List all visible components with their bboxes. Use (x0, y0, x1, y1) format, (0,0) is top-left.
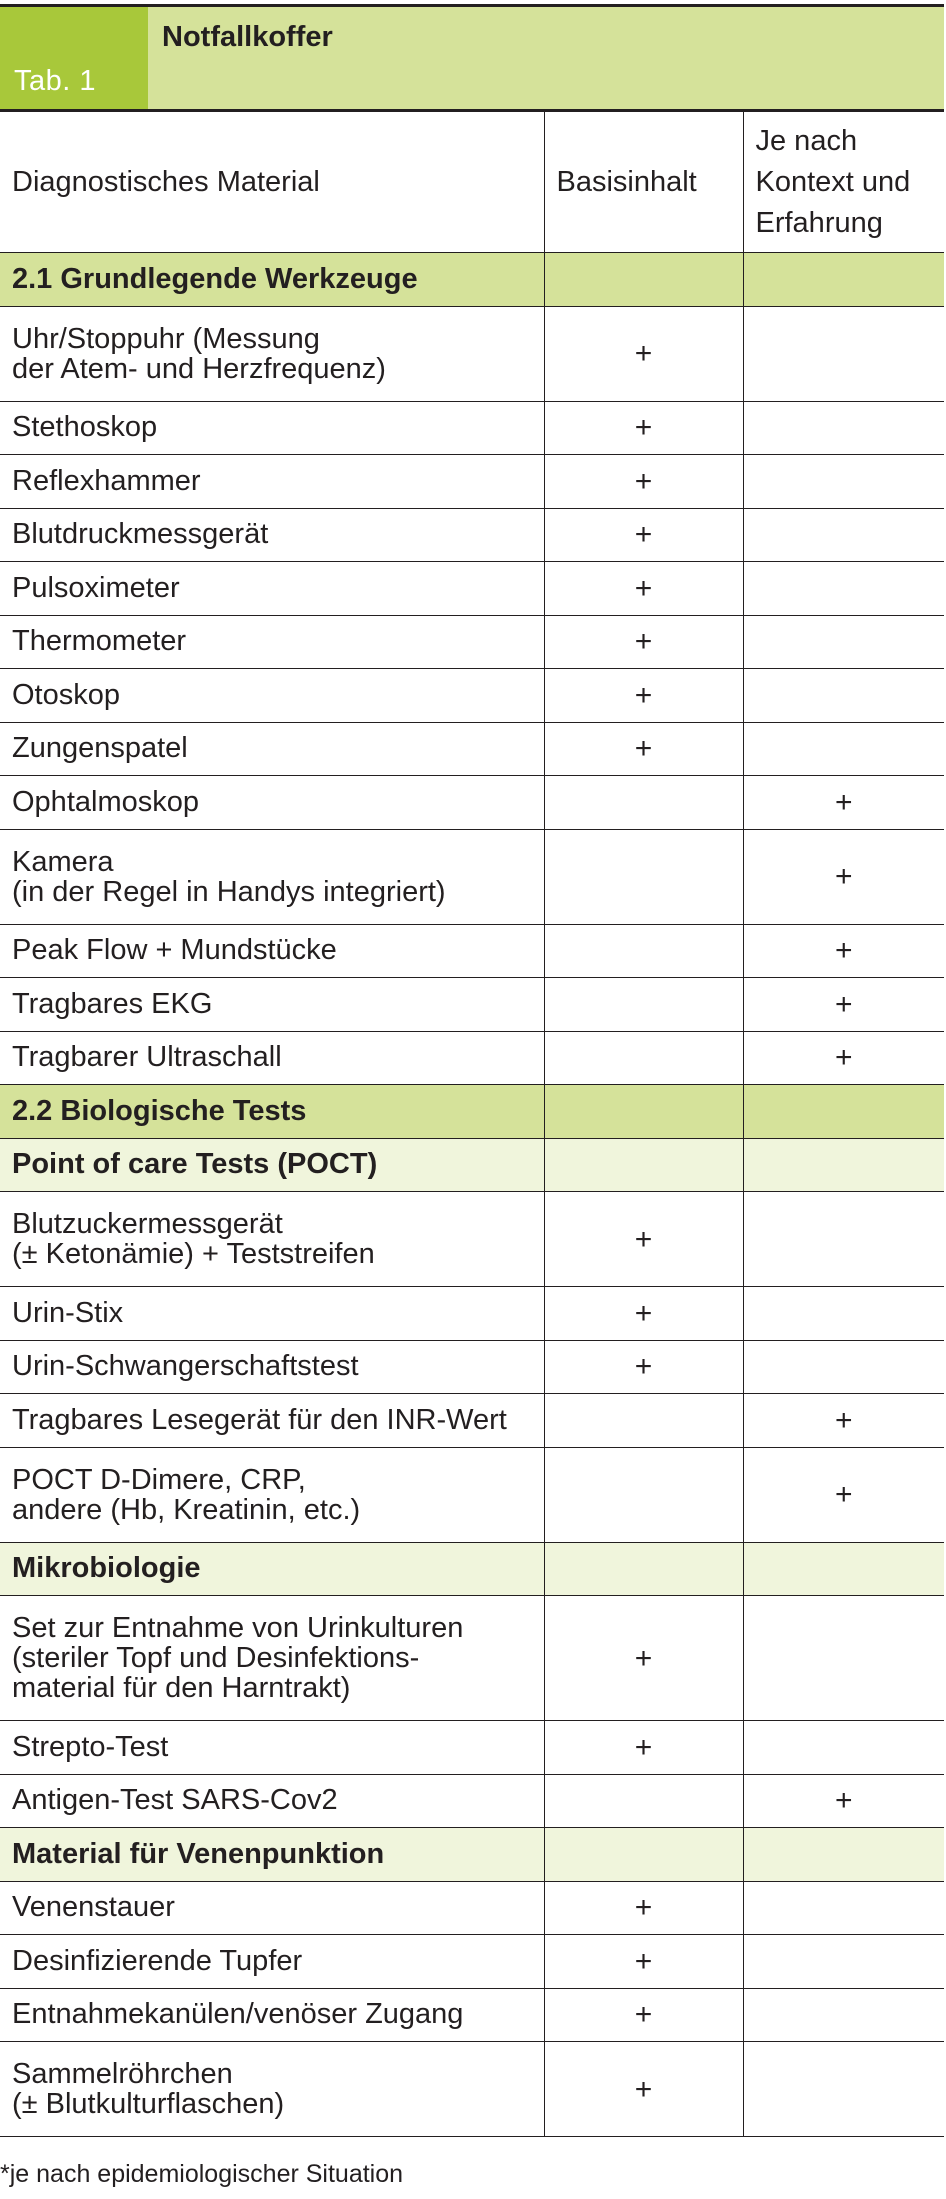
material-label: Strepto-Test (12, 1730, 169, 1763)
table-row (0, 722, 944, 776)
column-header-row (0, 112, 944, 253)
basis-cell (544, 1394, 743, 1448)
table-row (0, 1774, 944, 1828)
table-row (0, 1721, 944, 1775)
material-cell (0, 2042, 544, 2137)
basis-cell (544, 924, 743, 978)
context-cell (743, 1881, 944, 1935)
material-label: Urin-Stix (12, 1296, 124, 1329)
material-label: Venenstauer (12, 1891, 175, 1924)
basis-mark: + (634, 1730, 653, 1764)
context-cell (743, 455, 944, 509)
material-cell (0, 924, 544, 978)
context-cell (743, 1192, 944, 1287)
material-label: Tragbares EKG (12, 987, 213, 1020)
basis-cell (544, 1881, 743, 1935)
context-cell (743, 1988, 944, 2042)
material-label: Desinfizierende Tupfer (12, 1944, 303, 1977)
column-header-basis (544, 112, 743, 253)
material-label: Otoskop (12, 678, 120, 711)
basis-cell (544, 306, 743, 401)
material-cell (0, 615, 544, 669)
table-row (0, 615, 944, 669)
basis-mark: + (634, 678, 653, 712)
table-row (0, 978, 944, 1032)
basis-cell (544, 1447, 743, 1542)
basis-cell (544, 253, 743, 307)
basis-mark: + (634, 1641, 653, 1675)
material-cell (0, 1031, 544, 1085)
table-row (0, 1340, 944, 1394)
basis-cell (544, 776, 743, 830)
basis-cell (544, 1774, 743, 1828)
table-number-label: Tab. 1 (0, 7, 148, 109)
table-row (0, 562, 944, 616)
table-row (0, 1287, 944, 1341)
material-label: Urin-Schwangerschaftstest (12, 1350, 359, 1383)
table-row (0, 2042, 944, 2137)
basis-cell (544, 562, 743, 616)
context-cell (743, 1935, 944, 1989)
context-mark: + (834, 1478, 853, 1511)
table-row (0, 1394, 944, 1448)
table-row (0, 1596, 944, 1721)
context-cell (743, 1774, 944, 1828)
basis-mark: + (634, 1296, 653, 1330)
material-cell (0, 1935, 544, 1989)
section-label-cell (0, 1542, 544, 1596)
context-cell (743, 924, 944, 978)
table-row (0, 924, 944, 978)
basis-cell (544, 1542, 743, 1596)
material-cell (0, 1340, 544, 1394)
material-cell (0, 978, 544, 1032)
material-cell (0, 1774, 544, 1828)
table-row (0, 776, 944, 830)
basis-cell (544, 1935, 743, 1989)
basis-mark: + (634, 464, 653, 498)
section-label: Mikrobiologie (12, 1552, 201, 1585)
context-cell (743, 829, 944, 924)
material-cell (0, 1721, 544, 1775)
material-cell (0, 722, 544, 776)
material-cell (0, 669, 544, 723)
material-label: Entnahmekanülen/venöser Zugang (12, 1998, 464, 2031)
material-cell (0, 562, 544, 616)
basis-cell (544, 1721, 743, 1775)
basis-mark: + (634, 625, 653, 659)
material-label: Blutzuckermessgerät (± Ketonämie) + Teststreifen (12, 1208, 375, 1270)
material-label: Stethoskop (12, 411, 158, 444)
context-cell (743, 1447, 944, 1542)
basis-cell (544, 1988, 743, 2042)
material-cell (0, 776, 544, 830)
section-label: 2.2 Biologische Tests (12, 1094, 307, 1127)
context-cell (743, 508, 944, 562)
basis-mark: + (634, 571, 653, 605)
basis-cell (544, 722, 743, 776)
table-header-band (0, 7, 944, 109)
basis-mark: + (634, 1944, 653, 1978)
basis-cell (544, 669, 743, 723)
column-header-context-text: Je nach Kontext und Erfahrung (755, 124, 911, 239)
material-cell (0, 508, 544, 562)
table-title: Notfallkoffer (162, 21, 333, 53)
material-cell (0, 455, 544, 509)
footnote: *je nach epidemiologischer Situation (0, 2160, 404, 2188)
basis-cell (544, 1596, 743, 1721)
basis-cell (544, 1031, 743, 1085)
context-cell (743, 1596, 944, 1721)
material-cell (0, 1287, 544, 1341)
table-row (0, 669, 944, 723)
section-row (0, 1085, 944, 1139)
table-row (0, 1881, 944, 1935)
material-label: Thermometer (12, 625, 187, 658)
material-label: Antigen-Test SARS-Cov2 (12, 1784, 338, 1817)
subsection-row (0, 1828, 944, 1882)
material-label: Peak Flow + Mundstücke (12, 934, 337, 967)
section-row (0, 253, 944, 307)
section-label-cell (0, 1138, 544, 1192)
material-label: Tragbarer Ultraschall (12, 1041, 282, 1074)
table-row (0, 508, 944, 562)
material-cell (0, 1447, 544, 1542)
section-label-cell (0, 1828, 544, 1882)
material-label: Sammelröhrchen (± Blutkulturflaschen) (12, 2058, 285, 2120)
basis-mark: + (634, 1998, 653, 2032)
context-cell (743, 722, 944, 776)
basis-cell (544, 1192, 743, 1287)
material-label: Kamera (in der Regel in Handys integriert) (12, 845, 446, 908)
column-header-basis-text: Basisinhalt (556, 165, 697, 198)
context-cell (743, 776, 944, 830)
column-header-material-text: Diagnostisches Material (12, 165, 320, 198)
table-row (0, 829, 944, 924)
context-cell (743, 978, 944, 1032)
context-mark: + (834, 785, 853, 819)
material-label: Set zur Entnahme von Urinkulturen (steriler Topf und Desinfektions- material für den Harntrakt) (12, 1612, 464, 1704)
section-label: Point of care Tests (POCT) (12, 1148, 378, 1181)
context-cell (743, 1542, 944, 1596)
table-row (0, 1447, 944, 1542)
basis-cell (544, 1138, 743, 1192)
table-row (0, 306, 944, 401)
basis-cell (544, 829, 743, 924)
subsection-row (0, 1138, 944, 1192)
material-label: POCT D-Dimere, CRP, andere (Hb, Kreatinin, etc.) (12, 1463, 361, 1526)
material-cell (0, 1596, 544, 1721)
context-cell (743, 401, 944, 455)
subsection-row (0, 1542, 944, 1596)
basis-cell (544, 401, 743, 455)
section-label-cell (0, 1085, 544, 1139)
context-cell (743, 1138, 944, 1192)
table-row (0, 1192, 944, 1287)
context-cell (743, 1031, 944, 1085)
table-row (0, 1935, 944, 1989)
context-cell (743, 615, 944, 669)
context-cell (743, 1340, 944, 1394)
basis-mark: + (634, 2072, 653, 2106)
material-label: Blutdruckmessgerät (12, 518, 269, 551)
basis-cell (544, 978, 743, 1032)
context-mark: + (834, 860, 853, 893)
context-cell (743, 2042, 944, 2137)
context-cell (743, 562, 944, 616)
table-body (0, 112, 944, 2137)
context-cell (743, 1394, 944, 1448)
material-cell (0, 401, 544, 455)
basis-mark: + (634, 337, 653, 370)
context-mark: + (834, 1041, 853, 1075)
basis-cell (544, 615, 743, 669)
material-label: Ophtalmoskop (12, 785, 199, 818)
material-cell (0, 306, 544, 401)
material-cell (0, 1192, 544, 1287)
basis-cell (544, 1287, 743, 1341)
material-cell (0, 1394, 544, 1448)
context-cell (743, 1828, 944, 1882)
basis-cell (544, 455, 743, 509)
material-label: Tragbares Lesegerät für den INR-Wert (12, 1403, 507, 1436)
context-mark: + (834, 1784, 853, 1818)
table-row (0, 455, 944, 509)
basis-mark: + (634, 411, 653, 445)
context-cell (743, 306, 944, 401)
context-cell (743, 669, 944, 723)
context-cell (743, 1085, 944, 1139)
section-label: Material für Venenpunktion (12, 1837, 385, 1870)
material-label: Pulsoximeter (12, 571, 180, 604)
context-mark: + (834, 1403, 853, 1437)
basis-mark: + (634, 518, 653, 552)
material-table (0, 111, 944, 2137)
material-label: Zungenspatel (12, 732, 188, 765)
basis-mark: + (634, 732, 653, 766)
basis-cell (544, 1085, 743, 1139)
column-header-material (0, 112, 544, 253)
basis-cell (544, 1828, 743, 1882)
context-cell (743, 253, 944, 307)
basis-cell (544, 2042, 743, 2137)
table-row (0, 1988, 944, 2042)
material-label: Reflexhammer (12, 464, 201, 497)
basis-mark: + (634, 1350, 653, 1384)
basis-cell (544, 1340, 743, 1394)
material-cell (0, 1881, 544, 1935)
material-label: Uhr/Stoppuhr (Messung der Atem- und Herzfrequenz) (12, 322, 386, 385)
context-mark: + (834, 934, 853, 968)
basis-mark: + (634, 1222, 653, 1256)
context-mark: + (834, 987, 853, 1021)
basis-mark: + (634, 1891, 653, 1925)
section-label: 2.1 Grundlegende Werkzeuge (12, 262, 418, 295)
material-cell (0, 829, 544, 924)
table-row (0, 1031, 944, 1085)
context-cell (743, 1287, 944, 1341)
material-cell (0, 1988, 544, 2042)
table-row (0, 401, 944, 455)
basis-cell (544, 508, 743, 562)
context-cell (743, 1721, 944, 1775)
column-header-context (743, 112, 944, 253)
section-label-cell (0, 253, 544, 307)
